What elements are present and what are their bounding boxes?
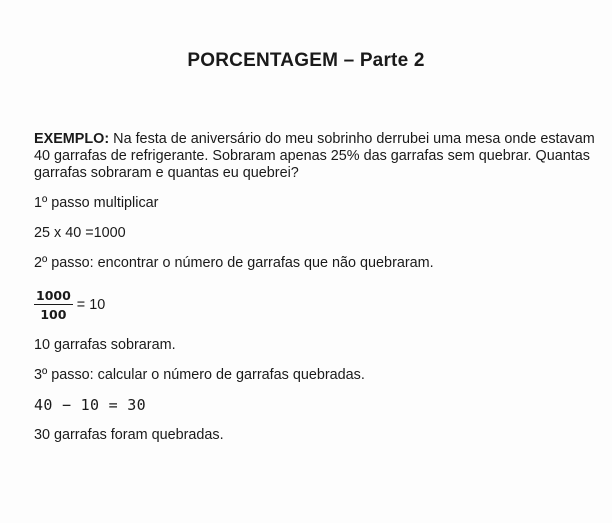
calculation-1: 25 x 40 =1000 [34,225,126,241]
result-1: 10 garrafas sobraram. [34,337,176,353]
calculation-3: 40 − 10 = 30 [34,396,146,414]
step-1: 1º passo multiplicar [34,195,159,211]
fraction [34,288,73,322]
fraction-numerator: 1000 [36,288,71,303]
result-2: 30 garrafas foram quebradas. [34,427,224,443]
fraction-denominator: 100 [40,307,67,322]
fraction-equation [34,285,606,325]
page-title: PORCENTAGEM – Parte 2 [187,50,425,71]
example-text: Na festa de aniversário do meu sobrinho derrubei uma mesa onde estavam 40 garrafas de refrigerante. Sobraram apenas 25% das garrafas sem quebrar. Quantas garrafas sobraram e quantas eu quebrei? [34,131,595,181]
document-body [34,131,606,457]
example-label: EXEMPLO: [34,131,110,147]
fraction-result: = 10 [76,296,106,313]
example-paragraph [34,131,606,182]
step-3: 3º passo: calcular o número de garrafas quebradas. [34,367,365,383]
step-2: 2º passo: encontrar o número de garrafas que não quebraram. [34,255,434,271]
